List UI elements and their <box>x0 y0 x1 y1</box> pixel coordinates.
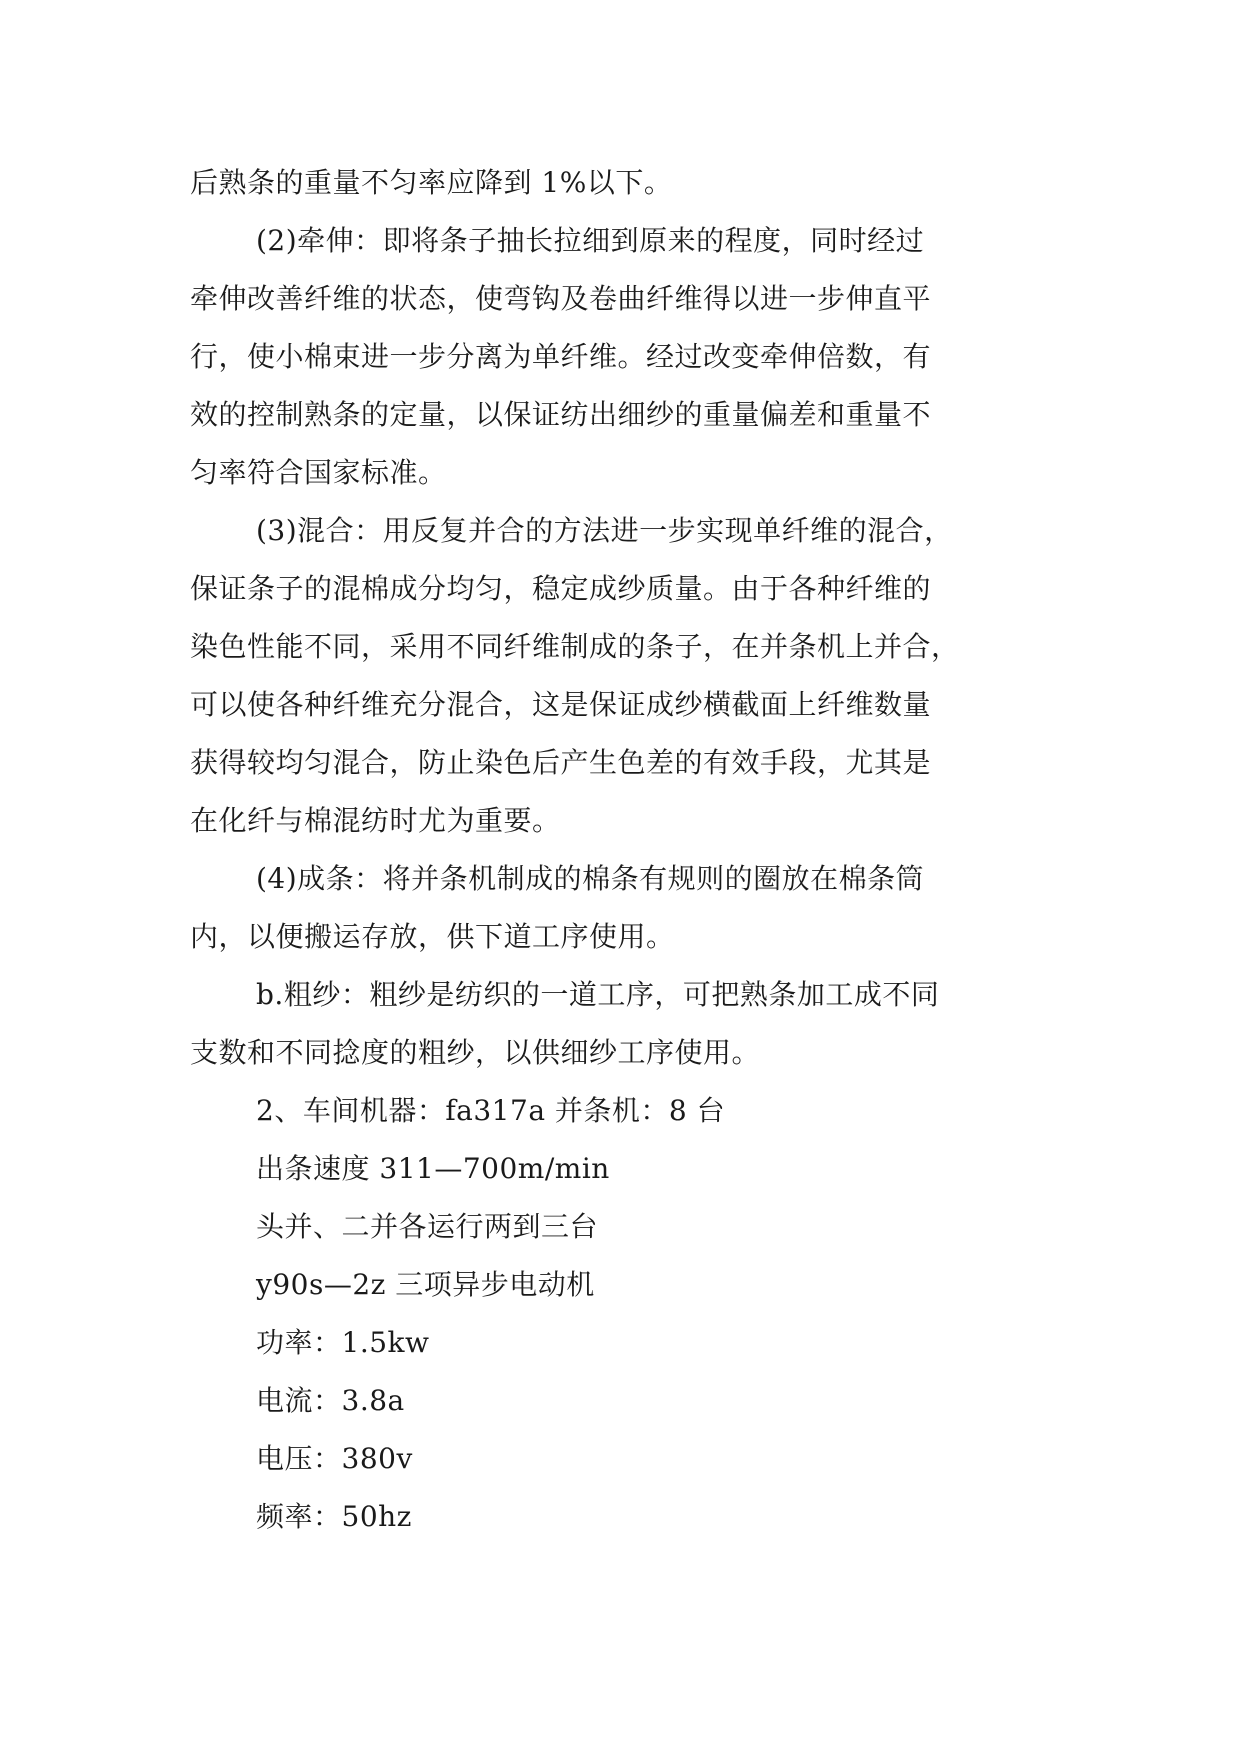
spec-power: 功率：1.5kw <box>256 1326 430 1359</box>
spec-voltage: 电压：380v <box>256 1442 413 1475</box>
spec-current: 电流：3.8a <box>256 1384 405 1417</box>
text-line: 匀率符合国家标准。 <box>190 456 447 489</box>
document-body <box>190 154 1060 1546</box>
text-line: 可以使各种纤维充分混合，这是保证成纱横截面上纤维数量 <box>190 688 932 721</box>
paragraph-draft-heading: (2)牵伸：即将条子抽长拉细到原来的程度，同时经过 <box>256 224 925 257</box>
paragraph-sliver-heading: (4)成条：将并条机制成的棉条有规则的圈放在棉条筒 <box>256 862 925 895</box>
paragraph-mixing-heading: (3)混合：用反复并合的方法进一步实现单纤维的混合， <box>256 514 953 547</box>
text-line: 效的控制熟条的定量，以保证纺出细纱的重量偏差和重量不 <box>190 398 932 431</box>
text-line: 保证条子的混棉成分均匀，稳定成纱质量。由于各种纤维的 <box>190 572 932 605</box>
spec-motor-model: y90s—2z 三项异步电动机 <box>256 1268 595 1301</box>
text-line: 牵伸改善纤维的状态，使弯钩及卷曲纤维得以进一步伸直平 <box>190 282 932 315</box>
spec-operation: 头并、二并各运行两到三台 <box>256 1210 599 1243</box>
text-line: 获得较均匀混合，防止染色后产生色差的有效手段，尤其是 <box>190 746 932 779</box>
text-line: 内，以便搬运存放，供下道工序使用。 <box>190 920 675 953</box>
machine-list-heading: 2、车间机器：fa317a 并条机：8 台 <box>256 1094 726 1127</box>
text-line: 支数和不同捻度的粗纱，以供细纱工序使用。 <box>190 1036 761 1069</box>
spec-frequency: 频率：50hz <box>256 1500 412 1533</box>
text-line: 后熟条的重量不匀率应降到 1%以下。 <box>190 166 673 199</box>
text-line: 行，使小棉束进一步分离为单纤维。经过改变牵伸倍数，有 <box>190 340 932 373</box>
text-line: 染色性能不同，采用不同纤维制成的条子，在并条机上并合， <box>190 630 960 663</box>
paragraph-roving-heading: b.粗纱：粗纱是纺织的一道工序，可把熟条加工成不同 <box>256 978 940 1011</box>
spec-output-speed: 出条速度 311—700m/min <box>256 1152 610 1185</box>
text-line: 在化纤与棉混纺时尤为重要。 <box>190 804 561 837</box>
